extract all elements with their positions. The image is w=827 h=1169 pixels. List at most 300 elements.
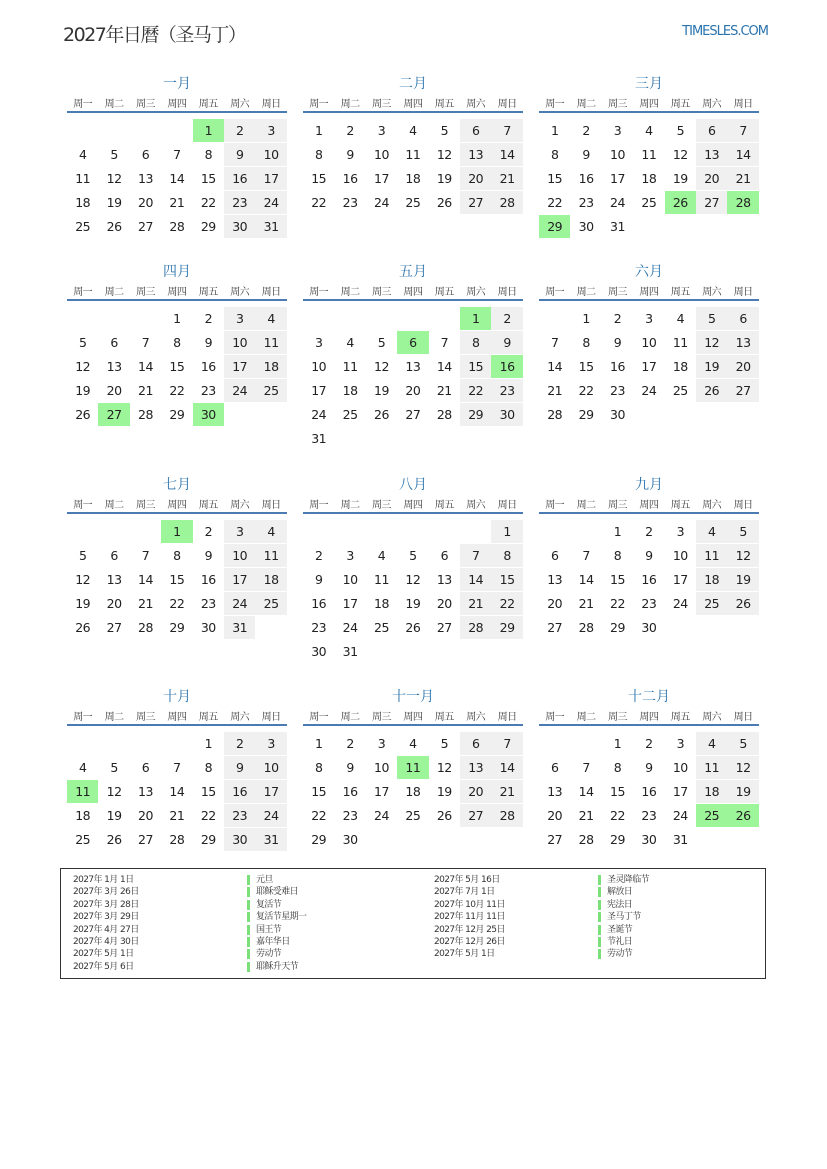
weekday-header: 周六 <box>702 500 722 511</box>
day-cell: 30 <box>224 828 255 851</box>
day-cell: 19 <box>696 355 727 378</box>
day-cell: 17 <box>374 784 389 799</box>
day-cell: 4 <box>409 736 417 751</box>
day-cell: 3 <box>676 524 685 539</box>
day-cell: 13 <box>547 572 563 587</box>
day-cell: 22 <box>610 596 625 611</box>
weekday-header: 周六 <box>230 99 250 110</box>
weekday-header: 周六 <box>230 712 250 723</box>
day-cell: 22 <box>547 195 563 210</box>
day-cell: 1 <box>204 736 213 751</box>
day-cell: 5 <box>78 548 87 563</box>
day-cell: 13 <box>138 784 153 799</box>
legend-date: 2027年 12月 26日 <box>434 937 505 947</box>
day-cell: 5 <box>727 520 758 543</box>
day-cell: 30 <box>200 620 216 635</box>
day-cell: 15 <box>169 572 185 587</box>
legend-holiday-name: 节礼日 <box>607 937 633 947</box>
day-cell: 8 <box>204 147 213 162</box>
weekday-header: 周五 <box>434 712 454 723</box>
day-cell: 7 <box>141 548 150 563</box>
day-cell: 7 <box>491 119 522 142</box>
day-cell: 28 <box>169 832 185 847</box>
day-cell: 10 <box>374 147 389 162</box>
holiday-day-cell: 6 <box>397 331 428 354</box>
day-cell: 17 <box>342 596 358 611</box>
day-cell: 12 <box>106 784 122 799</box>
day-cell: 13 <box>696 143 727 166</box>
weekday-header: 周三 <box>135 99 155 110</box>
day-cell: 10 <box>672 548 688 563</box>
day-cell: 20 <box>138 195 153 210</box>
weekday-header: 周一 <box>545 712 565 723</box>
day-cell: 26 <box>405 620 421 635</box>
weekday-header: 周三 <box>135 712 155 723</box>
day-cell: 30 <box>578 219 594 234</box>
day-cell: 1 <box>550 123 559 138</box>
weekday-header: 周二 <box>340 712 360 723</box>
day-cell: 9 <box>582 147 590 162</box>
day-cell: 7 <box>141 335 150 350</box>
day-cell: 5 <box>409 548 417 563</box>
month-header-rule <box>539 512 759 514</box>
day-cell: 4 <box>255 307 286 330</box>
day-cell: 30 <box>641 620 657 635</box>
day-cell: 10 <box>672 760 688 775</box>
weekday-header: 周五 <box>670 500 690 511</box>
day-cell: 14 <box>491 756 522 779</box>
weekday-header: 周四 <box>403 712 423 723</box>
day-cell: 14 <box>578 784 594 799</box>
day-cell: 28 <box>547 407 563 422</box>
day-cell: 21 <box>436 383 452 398</box>
day-cell: 4 <box>255 520 286 543</box>
day-cell: 23 <box>641 808 657 823</box>
day-cell: 2 <box>346 736 354 751</box>
day-cell: 9 <box>613 335 622 350</box>
day-cell: 21 <box>547 383 563 398</box>
day-cell: 31 <box>610 219 625 234</box>
day-cell: 20 <box>106 596 122 611</box>
weekday-header: 周三 <box>607 500 627 511</box>
day-cell: 3 <box>377 123 386 138</box>
weekday-header: 周一 <box>309 287 329 298</box>
day-cell: 26 <box>727 592 758 615</box>
day-cell: 23 <box>491 379 522 402</box>
day-cell: 9 <box>346 760 354 775</box>
day-cell: 12 <box>405 572 421 587</box>
day-cell: 10 <box>641 335 657 350</box>
day-cell: 11 <box>75 171 91 186</box>
weekday-header: 周三 <box>371 99 391 110</box>
month-name: 十月 <box>163 689 191 705</box>
weekday-header: 周日 <box>497 712 517 723</box>
day-cell: 15 <box>200 171 216 186</box>
day-cell: 22 <box>460 379 491 402</box>
legend-marker <box>598 925 601 935</box>
day-cell: 19 <box>436 784 452 799</box>
day-cell: 15 <box>578 359 594 374</box>
weekday-header: 周四 <box>403 99 423 110</box>
weekday-header: 周四 <box>403 287 423 298</box>
weekday-header: 周六 <box>230 500 250 511</box>
day-cell: 15 <box>169 359 185 374</box>
day-cell: 18 <box>75 195 91 210</box>
day-cell: 7 <box>460 544 491 567</box>
weekday-header: 周日 <box>733 287 753 298</box>
day-cell: 28 <box>578 620 594 635</box>
day-cell: 25 <box>405 195 421 210</box>
weekday-header: 周六 <box>466 712 486 723</box>
day-cell: 21 <box>491 167 522 190</box>
month-header-rule <box>67 111 287 113</box>
day-cell: 8 <box>582 335 590 350</box>
day-cell: 10 <box>374 760 389 775</box>
legend-date: 2027年 4月 27日 <box>73 924 139 935</box>
day-cell: 26 <box>436 195 452 210</box>
day-cell: 10 <box>342 572 358 587</box>
day-cell: 21 <box>169 808 185 823</box>
month-header-rule <box>303 299 523 301</box>
day-cell: 20 <box>460 167 491 190</box>
legend-date: 2027年 1月 1日 <box>73 875 134 885</box>
day-cell: 26 <box>696 379 727 402</box>
weekday-header: 周三 <box>607 712 627 723</box>
day-cell: 20 <box>138 808 153 823</box>
day-cell: 17 <box>311 383 327 398</box>
day-cell: 13 <box>460 143 491 166</box>
weekday-header: 周五 <box>198 99 218 110</box>
day-cell: 3 <box>676 736 685 751</box>
day-cell: 7 <box>173 147 181 162</box>
day-cell: 17 <box>224 568 255 591</box>
day-cell: 8 <box>314 760 323 775</box>
day-cell: 19 <box>75 596 91 611</box>
day-cell: 12 <box>75 359 91 374</box>
day-cell: 15 <box>491 568 522 591</box>
day-cell: 30 <box>491 403 522 426</box>
day-cell: 5 <box>110 760 118 775</box>
day-cell: 22 <box>578 383 594 398</box>
day-cell: 8 <box>460 331 491 354</box>
day-cell: 15 <box>311 784 327 799</box>
day-cell: 13 <box>727 331 758 354</box>
day-cell: 27 <box>547 832 563 847</box>
day-cell: 12 <box>727 756 758 779</box>
day-cell: 4 <box>78 147 87 162</box>
day-cell: 29 <box>610 620 625 635</box>
day-cell: 14 <box>138 359 153 374</box>
day-cell: 30 <box>342 832 358 847</box>
day-cell: 2 <box>204 311 213 326</box>
day-cell: 28 <box>138 620 153 635</box>
day-cell: 19 <box>75 383 91 398</box>
day-cell: 25 <box>75 832 91 847</box>
legend-marker <box>247 912 250 922</box>
legend-date: 2027年 3月 26日 <box>73 887 139 898</box>
weekday-header: 周二 <box>340 99 360 110</box>
day-cell: 1 <box>613 524 622 539</box>
weekday-header: 周四 <box>167 287 187 298</box>
day-cell: 25 <box>405 808 421 823</box>
holiday-day-cell: 1 <box>161 520 192 543</box>
weekday-header: 周四 <box>167 500 187 511</box>
day-cell: 1 <box>314 123 323 138</box>
day-cell: 24 <box>672 596 688 611</box>
day-cell: 9 <box>204 335 213 350</box>
day-cell: 22 <box>311 808 327 823</box>
day-cell: 20 <box>727 355 758 378</box>
day-cell: 22 <box>491 592 522 615</box>
day-cell: 24 <box>610 195 625 210</box>
day-cell: 2 <box>645 736 653 751</box>
legend-holiday-name: 宪法日 <box>607 899 633 910</box>
weekday-header: 周四 <box>403 500 423 511</box>
day-cell: 1 <box>582 311 590 326</box>
legend-holiday-name: 复活节星期一 <box>256 912 307 923</box>
day-cell: 29 <box>200 219 216 234</box>
weekday-header: 周四 <box>639 500 659 511</box>
weekday-header: 周四 <box>167 712 187 723</box>
day-cell: 11 <box>255 331 286 354</box>
holiday-legend <box>60 868 766 979</box>
weekday-header: 周二 <box>104 287 124 298</box>
day-cell: 25 <box>374 620 389 635</box>
weekday-header: 周四 <box>167 99 187 110</box>
day-cell: 15 <box>610 572 625 587</box>
legend-holiday-name: 解放日 <box>607 887 633 898</box>
day-cell: 19 <box>405 596 421 611</box>
day-cell: 20 <box>460 780 491 803</box>
weekday-header: 周一 <box>73 712 93 723</box>
weekday-header: 周三 <box>135 500 155 511</box>
day-cell: 21 <box>138 383 153 398</box>
day-cell: 11 <box>374 572 389 587</box>
day-cell: 13 <box>547 784 563 799</box>
weekday-header: 周一 <box>73 287 93 298</box>
legend-marker <box>598 900 601 910</box>
month-name: 十二月 <box>628 689 670 705</box>
day-cell: 27 <box>436 620 452 635</box>
day-cell: 28 <box>491 804 522 827</box>
day-cell: 29 <box>578 407 594 422</box>
day-cell: 12 <box>436 147 452 162</box>
day-cell: 21 <box>578 596 594 611</box>
day-cell: 12 <box>106 171 122 186</box>
day-cell: 8 <box>173 335 181 350</box>
day-cell: 8 <box>491 544 522 567</box>
day-cell: 2 <box>645 524 653 539</box>
day-cell: 12 <box>672 147 688 162</box>
legend-marker <box>247 900 250 910</box>
day-cell: 4 <box>377 548 386 563</box>
day-cell: 11 <box>696 544 727 567</box>
weekday-header: 周二 <box>576 712 596 723</box>
month-name: 七月 <box>163 477 191 493</box>
day-cell: 22 <box>169 383 185 398</box>
day-cell: 10 <box>610 147 625 162</box>
holiday-day-cell: 1 <box>193 119 224 142</box>
day-cell: 5 <box>727 732 758 755</box>
legend-marker <box>247 875 250 885</box>
day-cell: 21 <box>727 167 758 190</box>
day-cell: 3 <box>613 123 622 138</box>
day-cell: 2 <box>491 307 522 330</box>
day-cell: 16 <box>200 359 216 374</box>
day-cell: 10 <box>255 756 286 779</box>
day-cell: 26 <box>374 407 389 422</box>
day-cell: 13 <box>460 756 491 779</box>
day-cell: 28 <box>460 616 491 639</box>
day-cell: 27 <box>138 832 153 847</box>
day-cell: 18 <box>672 359 688 374</box>
month-name: 四月 <box>163 264 191 280</box>
day-cell: 6 <box>460 732 491 755</box>
day-cell: 21 <box>460 592 491 615</box>
legend-holiday-name: 元旦 <box>256 875 273 885</box>
day-cell: 18 <box>696 568 727 591</box>
month-header-rule <box>67 299 287 301</box>
month-name: 九月 <box>635 477 663 493</box>
day-cell: 18 <box>405 784 421 799</box>
day-cell: 8 <box>173 548 181 563</box>
day-cell: 4 <box>346 335 354 350</box>
day-cell: 10 <box>311 359 327 374</box>
weekday-header: 周六 <box>466 500 486 511</box>
day-cell: 30 <box>224 215 255 238</box>
month-name: 三月 <box>635 76 663 92</box>
day-cell: 8 <box>613 760 622 775</box>
month-header-rule <box>303 512 523 514</box>
weekday-header: 周四 <box>639 287 659 298</box>
legend-marker <box>598 937 601 947</box>
day-cell: 11 <box>342 359 358 374</box>
day-cell: 29 <box>491 616 522 639</box>
day-cell: 18 <box>696 780 727 803</box>
weekday-header: 周日 <box>733 99 753 110</box>
holiday-day-cell: 27 <box>98 403 129 426</box>
day-cell: 5 <box>676 123 685 138</box>
day-cell: 7 <box>727 119 758 142</box>
day-cell: 11 <box>641 147 657 162</box>
day-cell: 14 <box>169 171 185 186</box>
day-cell: 17 <box>224 355 255 378</box>
weekday-header: 周五 <box>198 287 218 298</box>
day-cell: 28 <box>578 832 594 847</box>
day-cell: 7 <box>173 760 181 775</box>
day-cell: 24 <box>255 804 286 827</box>
day-cell: 30 <box>641 832 657 847</box>
day-cell: 3 <box>346 548 354 563</box>
day-cell: 1 <box>173 311 181 326</box>
day-cell: 31 <box>224 616 255 639</box>
weekday-header: 周三 <box>371 500 391 511</box>
day-cell: 19 <box>672 171 688 186</box>
legend-date: 2027年 12月 25日 <box>434 924 505 935</box>
day-cell: 27 <box>138 219 153 234</box>
day-cell: 23 <box>610 383 625 398</box>
month-header-rule <box>67 512 287 514</box>
holiday-day-cell: 16 <box>491 355 522 378</box>
weekday-header: 周三 <box>135 287 155 298</box>
legend-date: 2027年 3月 28日 <box>73 899 139 910</box>
day-cell: 8 <box>613 548 622 563</box>
weekday-header: 周二 <box>576 500 596 511</box>
day-cell: 1 <box>613 736 622 751</box>
weekday-header: 周日 <box>733 500 753 511</box>
day-cell: 23 <box>200 596 216 611</box>
day-cell: 19 <box>374 383 389 398</box>
day-cell: 21 <box>491 780 522 803</box>
day-cell: 28 <box>491 191 522 214</box>
day-cell: 28 <box>436 407 452 422</box>
day-cell: 2 <box>224 119 255 142</box>
day-cell: 6 <box>110 335 118 350</box>
day-cell: 1 <box>314 736 323 751</box>
day-cell: 26 <box>106 219 122 234</box>
day-cell: 23 <box>578 195 594 210</box>
month-header-rule <box>303 724 523 726</box>
day-cell: 27 <box>547 620 563 635</box>
month-name: 十一月 <box>392 689 434 705</box>
day-cell: 9 <box>224 756 255 779</box>
day-cell: 27 <box>460 191 491 214</box>
weekday-header: 周五 <box>434 287 454 298</box>
legend-date: 2027年 11月 11日 <box>434 912 505 923</box>
weekday-header: 周五 <box>670 287 690 298</box>
month-header-rule <box>303 111 523 113</box>
day-cell: 20 <box>547 596 563 611</box>
day-cell: 18 <box>405 171 421 186</box>
day-cell: 19 <box>106 195 122 210</box>
holiday-day-cell: 30 <box>193 403 224 426</box>
day-cell: 9 <box>491 331 522 354</box>
day-cell: 9 <box>204 548 213 563</box>
weekday-header: 周三 <box>607 287 627 298</box>
weekday-header: 周二 <box>576 99 596 110</box>
weekday-header: 周六 <box>466 287 486 298</box>
weekday-header: 周一 <box>545 500 565 511</box>
weekday-header: 周日 <box>261 287 281 298</box>
day-cell: 25 <box>255 379 286 402</box>
day-cell: 4 <box>696 732 727 755</box>
legend-holiday-name: 复活节 <box>256 899 282 910</box>
legend-holiday-name: 国王节 <box>256 924 282 935</box>
weekday-header: 周日 <box>497 500 517 511</box>
day-cell: 15 <box>200 784 216 799</box>
day-cell: 2 <box>204 524 213 539</box>
day-cell: 22 <box>311 195 327 210</box>
site-logo-text[interactable]: TIMESLES.COM <box>682 24 768 39</box>
legend-marker <box>598 887 601 897</box>
day-cell: 29 <box>200 832 216 847</box>
day-cell: 13 <box>405 359 421 374</box>
day-cell: 16 <box>224 167 255 190</box>
day-cell: 3 <box>224 520 255 543</box>
day-cell: 29 <box>311 832 327 847</box>
legend-marker <box>247 962 250 972</box>
day-cell: 12 <box>436 760 452 775</box>
weekday-header: 周日 <box>497 99 517 110</box>
day-cell: 19 <box>436 171 452 186</box>
day-cell: 20 <box>405 383 421 398</box>
day-cell: 12 <box>374 359 389 374</box>
day-cell: 3 <box>255 732 286 755</box>
weekday-header: 周六 <box>702 287 722 298</box>
day-cell: 4 <box>676 311 685 326</box>
day-cell: 17 <box>672 572 688 587</box>
day-cell: 11 <box>672 335 688 350</box>
